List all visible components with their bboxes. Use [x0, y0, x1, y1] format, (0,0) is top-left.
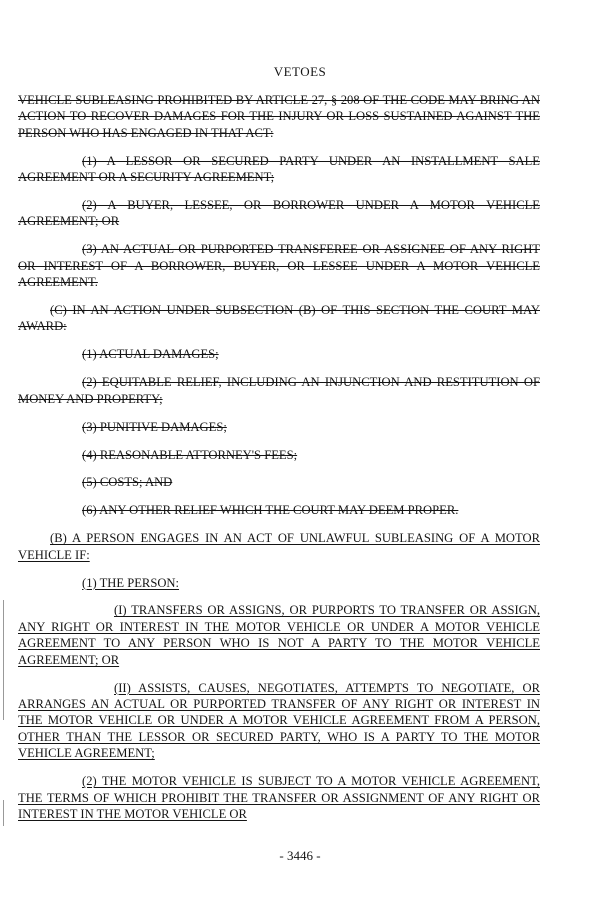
deleted-award-1: (1) ACTUAL DAMAGES; [82, 347, 219, 362]
deleted-award-5: (5) COSTS; AND [82, 475, 173, 490]
margin-change-bar-lower [3, 800, 4, 826]
page-number: - 3446 - [279, 848, 321, 863]
document-body [18, 92, 540, 834]
inserted-item-1-i: (I) TRANSFERS OR ASSIGNS, OR PURPORTS TO TRANSFER OR ASSIGN, ANY RIGHT OR INTEREST IN THE MOTOR VEHICLE OR UNDER A MOTOR VEHICLE AGREEMENT TO ANY PERSON WHO IS NOT A PARTY TO THE MOTOR VEHICLE AGREEMENT; OR [18, 603, 540, 667]
deleted-award-6: (6) ANY OTHER RELIEF WHICH THE COURT MAY DEEM PROPER. [82, 503, 459, 518]
deleted-award-4: (4) REASONABLE ATTORNEY'S FEES; [82, 447, 298, 462]
deleted-paragraph: VEHICLE SUBLEASING PROHIBITED BY ARTICLE 27, § 208 OF THE CODE MAY BRING AN ACTION TO RECOVER DAMAGES FOR THE INJURY OR LOSS SUSTAINED AGAINST THE PERSON WHO HAS ENGAGED IN THAT ACT: [18, 93, 540, 140]
deleted-item-1: (1) A LESSOR OR SECURED PARTY UNDER AN INSTALLMENT SALE AGREEMENT OR A SECURITY AGREEMENT; [18, 153, 540, 185]
deleted-item-2: (2) A BUYER, LESSEE, OR BORROWER UNDER A MOTOR VEHICLE AGREEMENT; OR [18, 198, 540, 229]
deleted-award-2: (2) EQUITABLE RELIEF, INCLUDING AN INJUNCTION AND RESTITUTION OF MONEY AND PROPERTY; [18, 375, 540, 406]
inserted-subsection-b: (B) A PERSON ENGAGES IN AN ACT OF UNLAWFUL SUBLEASING OF A MOTOR VEHICLE IF: [18, 531, 540, 562]
deleted-award-3: (3) PUNITIVE DAMAGES; [82, 419, 227, 434]
deleted-item-3: (3) AN ACTUAL OR PURPORTED TRANSFEREE OR ASSIGNEE OF ANY RIGHT OR INTEREST OF A BORROWER, BUYER, OR LESSEE UNDER A MOTOR VEHICLE AGREEMENT. [18, 242, 540, 290]
inserted-item-2: (2) THE MOTOR VEHICLE IS SUBJECT TO A MOTOR VEHICLE AGREEMENT, THE TERMS OF WHICH PROHIBIT THE TRANSFER OR ASSIGNMENT OF ANY RIGHT OR INTEREST IN THE MOTOR VEHICLE OR [18, 774, 540, 821]
page-header: VETOES [273, 64, 327, 79]
deleted-subsection-c: (C) IN AN ACTION UNDER SUBSECTION (B) OF THIS SECTION THE COURT MAY AWARD: [18, 303, 540, 334]
inserted-item-1: (1) THE PERSON: [82, 575, 180, 590]
margin-change-bar [3, 600, 4, 720]
inserted-item-1-ii: (II) ASSISTS, CAUSES, NEGOTIATES, ATTEMPTS TO NEGOTIATE, OR ARRANGES AN ACTUAL OR PURPORTED TRANSFER OF ANY RIGHT OR INTEREST IN THE MOTOR VEHICLE OR UNDER A MOTOR VEHICLE AGREEMENT FROM A PERSON, OTHER THAN THE LESSOR OR SECURED PARTY, WHO IS A PARTY TO THE MOTOR VEHICLE AGREEMENT; [18, 680, 540, 761]
